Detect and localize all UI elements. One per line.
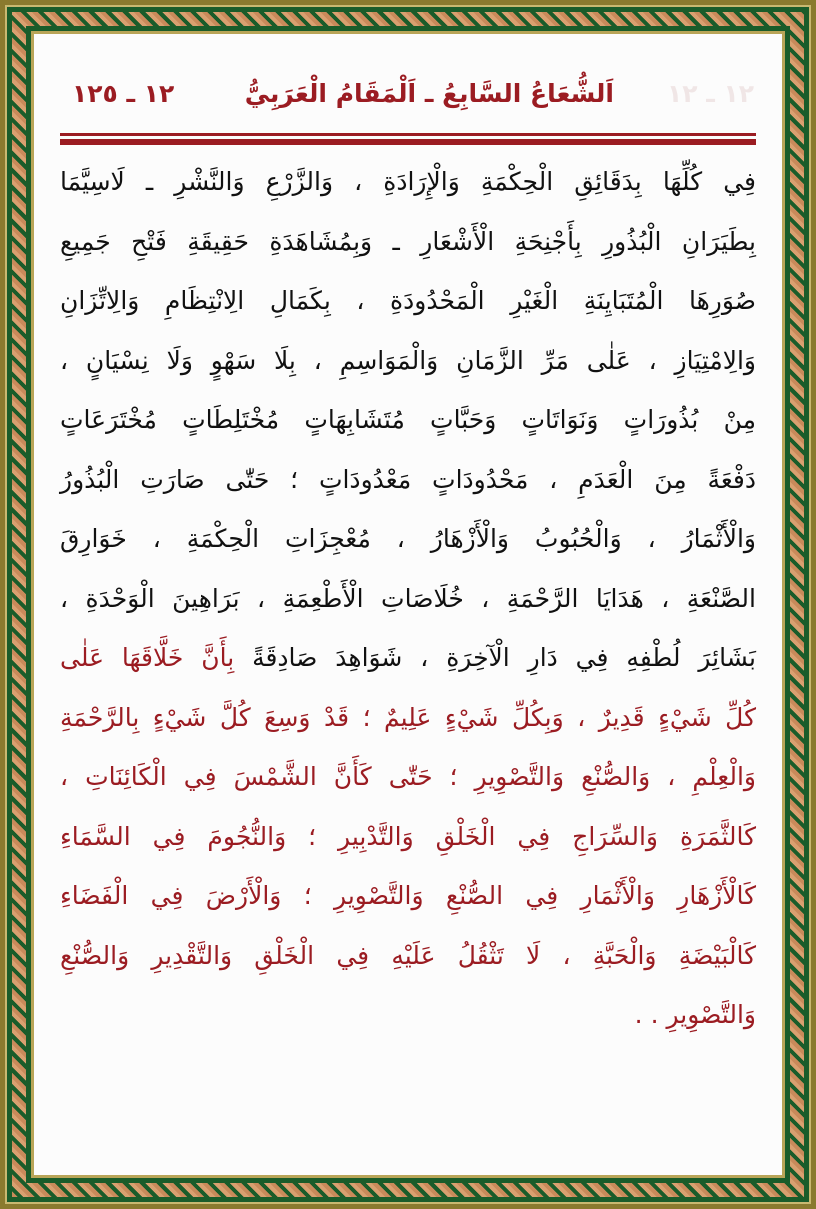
text-line: صُوَرِهَا الْمُتَبَايِنَةِ الْغَيْرِ الْمَحْدُودَةِ ، بِكَمَالِ الِانْتِظَامِ وَالِاتِّزَانِ [60,286,756,315]
highlighted-line: وَالْعِلْمِ ، وَالصُّنْعِ وَالتَّصْوِيرِ ؛ حَتّٰى كَأَنَّ الشَّمْسَ فِي الْكَائِنَاتِ ، [60,762,756,791]
text-line: بِطَيَرَانِ الْبُذُورِ بِأَجْنِحَةِ الْأَشْعَارِ ـ وَبِمُشَاهَدَةِ حَقِيقَةِ فَتْحِ جَمِيعِ [60,226,756,256]
text-line: مِنْ بُذُورَاتٍ وَنَوَاتَاتٍ وَحَبَّاتٍ مُتَشَابِهَاتٍ مُخْتَلِطَاتٍ مُخْتَرَعَاتٍ [60,405,756,434]
faded-page-ref: ١٢ ـ ١٢ [666,79,754,108]
body-text [60,152,756,1045]
text-line-mixed [60,628,756,688]
text-line: وَالْأَثْمَارُ ، وَالْحُبُوبُ وَالْأَزْهَارُ ، مُعْجِزَاتِ الْحِكْمَةِ ، خَوَارِقَ [60,524,756,553]
page-content [31,31,785,1178]
highlighted-line: كَالثَّمَرَةِ وَالسِّرَاجِ فِي الْخَلْقِ وَالتَّدْبِيرِ ؛ وَالنُّجُومَ فِي السَّمَاءِ [60,821,756,851]
chapter-title: اَلشُّعَاعُ السَّابِعُ ـ اَلْمَقَامُ الْعَرَبِيُّ [244,79,614,108]
highlighted-line: وَالتَّصْوِيرِ . . [634,1000,756,1029]
text-line: الصَّنْعَةِ ، هَدَايَا الرَّحْمَةِ ، خُلَاصَاتِ الْأَطْعِمَةِ ، بَرَاهِينَ الْوَحْدَةِ ، [60,583,756,613]
running-header [62,79,754,119]
highlighted-line: كُلِّ شَيْءٍ قَدِيرٌ ، وَبِكُلِّ شَيْءٍ عَلِيمٌ ؛ قَدْ وَسِعَ كُلَّ شَيْءٍ بِالرَّحْمَةِ [60,702,756,732]
text-line: دَفْعَةً مِنَ الْعَدَمِ ، مَحْدُودَاتٍ مَعْدُودَاتٍ ؛ حَتّٰى صَارَتِ الْبُذُورُ [60,464,756,494]
highlighted-line: كَالْبَيْضَةِ وَالْحَبَّةِ ، لَا تَثْقُلُ عَلَيْهِ فِي الْخَلْقِ وَالتَّقْدِيرِ وَالصُّنْعِ [60,940,756,970]
text-segment: بَشَائِرَ لُطْفِهِ فِي دَارِ الْآخِرَةِ ، شَوَاهِدَ صَادِقَةً [252,643,756,672]
page-number: ١٢ ـ ١٢٥ [72,79,175,108]
highlighted-text: بِأَنَّ خَلَّاقَهَا عَلٰى [60,643,235,672]
header-rule-thick [60,139,756,145]
header-rule [60,133,756,136]
text-line: وَالِامْتِيَازِ ، عَلٰى مَرِّ الزَّمَانِ وَالْمَوَاسِمِ ، بِلَا سَهْوٍ وَلَا نِسْيَانٍ ، [60,345,756,375]
highlighted-line: كَالْأَزْهَارِ وَالْأَثْمَارِ فِي الصُّنْعِ وَالتَّصْوِيرِ ؛ وَالْأَرْضَ فِي الْفَضَاءِ [60,881,756,910]
text-line: فِي كُلِّهَا بِدَقَائِقِ الْحِكْمَةِ وَالْإِرَادَةِ ، وَالزَّرْعِ وَالنَّشْرِ ـ لَاسِيَّمَا [60,167,756,196]
